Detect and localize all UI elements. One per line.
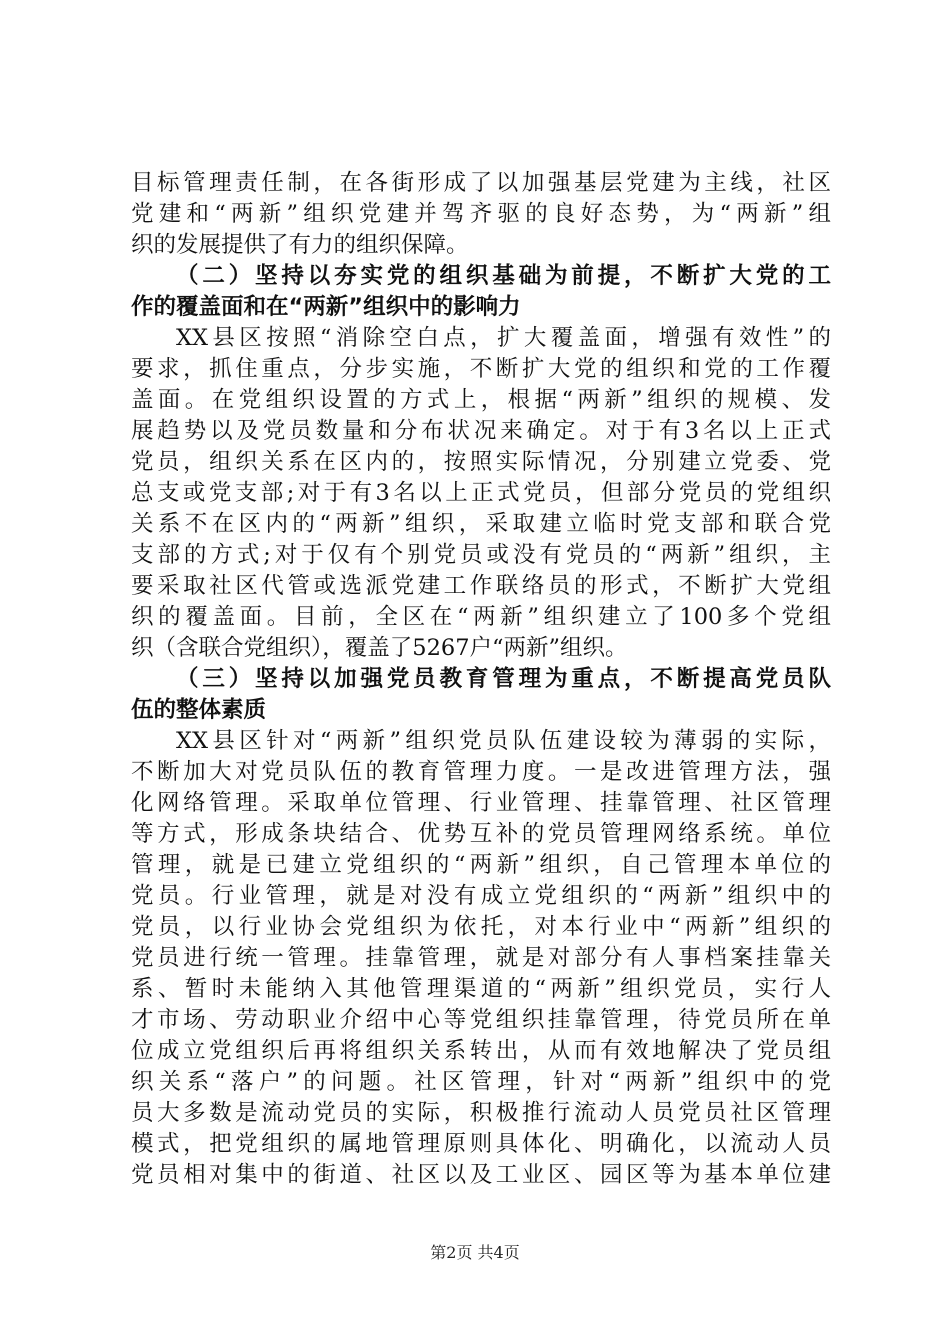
paragraph-line: 党建和“两新”组织党建并驾齐驱的良好态势，为“两新”组: [131, 201, 831, 227]
document-body: [131, 168, 831, 1191]
page-footer: 第2页 共4页: [430, 1243, 520, 1262]
paragraph-line: 党员。行业管理，就是对没有成立党组织的“两新”组织中的: [131, 883, 831, 909]
paragraph-line: 关系不在区内的“两新”组织，采取建立临时党支部和联合党: [131, 511, 831, 537]
paragraph-line: 要求，抓住重点，分步实施，不断扩大党的组织和党的工作覆: [131, 356, 831, 382]
paragraph-line: 党员进行统一管理。挂靠管理，就是对部分有人事档案挂靠关: [131, 945, 831, 971]
paragraph-line: 等方式，形成条块结合、优势互补的党员管理网络系统。单位: [131, 821, 831, 847]
paragraph-line: 织关系“落户”的问题。社区管理，针对“两新”组织中的党: [131, 1069, 831, 1095]
paragraph-line: XX县区针对“两新”组织党员队伍建设较为薄弱的实际，: [176, 728, 831, 754]
paragraph-line: 不断加大对党员队伍的教育管理力度。一是改进管理方法，强: [131, 759, 831, 785]
paragraph-line: 才市场、劳动职业介绍中心等党组织挂靠管理，待党员所在单: [131, 1007, 831, 1033]
section-heading-line: （二）坚持以夯实党的组织基础为前提，不断扩大党的工: [176, 263, 831, 289]
section-heading-line: （三）坚持以加强党员教育管理为重点，不断提高党员队: [176, 666, 831, 692]
paragraph-line: 要采取社区代管或选派党建工作联络员的形式，不断扩大党组: [131, 573, 831, 599]
paragraph-line: 织（含联合党组织），覆盖了5267户“两新”组织。: [131, 635, 628, 661]
paragraph-line: 展趋势以及党员数量和分布状况来确定。对于有3名以上正式: [131, 418, 831, 444]
paragraph-line: 织的覆盖面。目前，全区在“两新”组织建立了100多个党组: [131, 604, 831, 630]
paragraph-line: 管理，就是已建立党组织的“两新”组织，自己管理本单位的: [131, 852, 831, 878]
paragraph-line: 系、暂时未能纳入其他管理渠道的“两新”组织党员，实行人: [131, 976, 831, 1002]
section-heading-line: 作的覆盖面和在“两新”组织中的影响力: [131, 294, 521, 320]
paragraph-line: 党员，以行业协会党组织为依托，对本行业中“两新”组织的: [131, 914, 831, 940]
paragraph-line: 化网络管理。采取单位管理、行业管理、挂靠管理、社区管理: [131, 790, 831, 816]
paragraph-line: 模式，把党组织的属地管理原则具体化、明确化，以流动人员: [131, 1131, 831, 1157]
paragraph-line: 党员相对集中的街道、社区以及工业区、园区等为基本单位建: [131, 1162, 831, 1188]
paragraph-line: 盖面。在党组织设置的方式上，根据“两新”组织的规模、发: [131, 387, 831, 413]
paragraph-line: 员大多数是流动党员的实际，积极推行流动人员党员社区管理: [131, 1100, 831, 1126]
paragraph-line: 位成立党组织后再将组织关系转出，从而有效地解决了党员组: [131, 1038, 831, 1064]
paragraph-line: 支部的方式;对于仅有个别党员或没有党员的“两新”组织，主: [131, 542, 831, 568]
paragraph-line: 织的发展提供了有力的组织保障。: [131, 232, 469, 258]
section-heading-line: 伍的整体素质: [131, 697, 267, 723]
paragraph-line: 总支或党支部;对于有3名以上正式党员，但部分党员的党组织: [131, 480, 831, 506]
paragraph-line: 目标管理责任制，在各街形成了以加强基层党建为主线，社区: [131, 170, 831, 196]
paragraph-line: 党员，组织关系在区内的，按照实际情况，分别建立党委、党: [131, 449, 831, 475]
paragraph-line: XX县区按照“消除空白点，扩大覆盖面，增强有效性”的: [176, 325, 831, 351]
